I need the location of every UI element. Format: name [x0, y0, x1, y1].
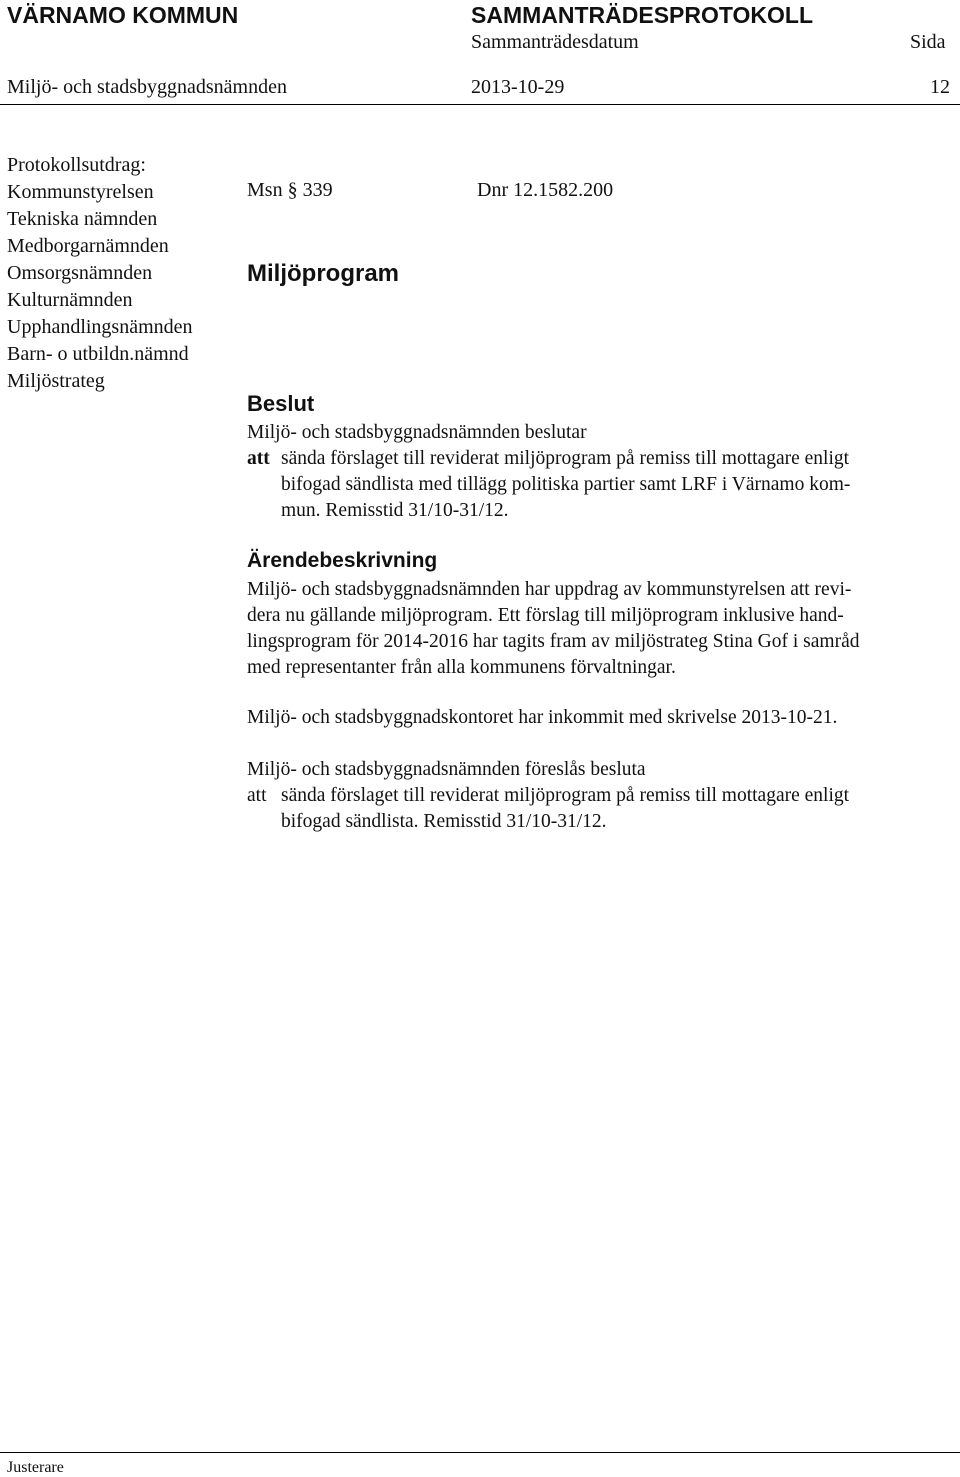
list-item: Kommunstyrelsen [7, 181, 154, 203]
meeting-date-label: Sammanträdesdatum [471, 31, 639, 53]
att-keyword: att [247, 448, 270, 469]
distribution-list [7, 152, 193, 395]
case-title: Miljöprogram [247, 260, 400, 287]
description-line: dera nu gällande miljöprogram. Ett förslag till miljöprogram inklusive hand- [247, 605, 844, 626]
decision-intro: Miljö- och stadsbyggnadsnämnden beslutar [247, 422, 587, 443]
page-label: Sida [910, 31, 946, 53]
description-line: Miljö- och stadsbyggnadsnämnden har uppdrag av kommunstyrelsen att revi- [247, 579, 852, 600]
list-item: Omsorgsnämnden [7, 262, 153, 284]
proposal-section [247, 757, 952, 835]
office-submission [247, 705, 952, 731]
decision-line: bifogad sändlista med tillägg politiska partier samt LRF i Värnamo kom- [281, 474, 851, 495]
decision-section [247, 420, 952, 524]
submission-line: Miljö- och stadsbyggnadskontoret har inkommit med skrivelse 2013-10-21. [247, 707, 838, 728]
list-item: Upphandlingsnämnden [7, 316, 193, 338]
distribution-title: Protokollsutdrag: [7, 154, 146, 176]
decision-att-clause [247, 446, 952, 524]
header-divider [0, 104, 960, 105]
decision-line: sända förslaget till reviderat miljöprogram på remiss till mottagare enligt [281, 448, 850, 469]
org-name: VÄRNAMO KOMMUN [7, 2, 239, 28]
decision-heading: Beslut [247, 391, 315, 416]
description-line: med representanter från alla kommunens förvaltningar. [247, 657, 676, 678]
footer-divider [0, 1452, 960, 1453]
justerare-label: Justerare [7, 1459, 64, 1476]
att-keyword: att [247, 785, 267, 806]
diary-number: Dnr 12.1582.200 [477, 179, 614, 201]
committee-name: Miljö- och stadsbyggnadsnämnden [7, 76, 287, 98]
meeting-date: 2013-10-29 [471, 76, 565, 98]
list-item: Miljöstrateg [7, 370, 105, 392]
description-paragraph [247, 577, 952, 681]
case-number: Msn § 339 [247, 179, 333, 201]
list-item: Kulturnämnden [7, 289, 133, 311]
description-heading: Ärendebeskrivning [247, 549, 438, 572]
list-item: Tekniska nämnden [7, 208, 158, 230]
decision-line: mun. Remisstid 31/10-31/12. [281, 500, 509, 521]
list-item: Medborgarnämnden [7, 235, 169, 257]
description-line: lingsprogram för 2014-2016 har tagits fram av miljöstrateg Stina Gof i samråd [247, 631, 860, 652]
proposal-intro: Miljö- och stadsbyggnadsnämnden föreslås besluta [247, 759, 646, 780]
proposal-att-clause [247, 783, 952, 835]
list-item: Barn- o utbildn.nämnd [7, 343, 189, 365]
proposal-line: bifogad sändlista. Remisstid 31/10-31/12. [281, 811, 607, 832]
proposal-line: sända förslaget till reviderat miljöprogram på remiss till mottagare enligt [281, 785, 850, 806]
document-type: SAMMANTRÄDESPROTOKOLL [471, 2, 814, 28]
page-number: 12 [930, 76, 950, 98]
